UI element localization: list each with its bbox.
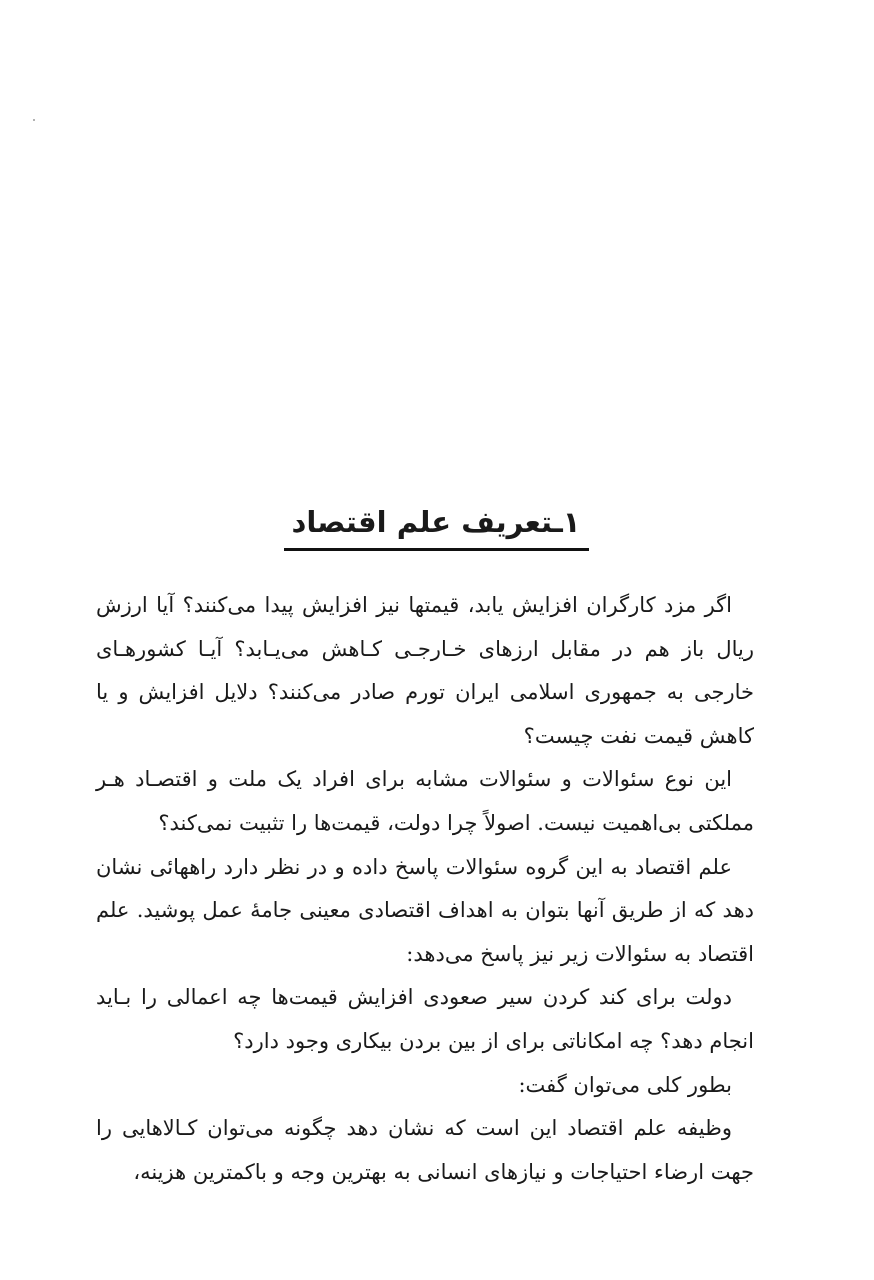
body-text [96,584,754,1194]
section-heading-container [0,498,874,551]
section-number: ۱ [562,505,581,539]
paragraph-1: اگر مزد کارگران افزایش یابد، قیمتها نیز افزایش پیدا می‌کنند؟ آیا ارزش ریال باز هم در مقابل ارزهای خـارجـی کـاهش می‌یـابد؟ آیـا کشورهـای خارجی به جمهوری اسلامی ایران تورم صادر می‌کنند؟ دلایل افزایش و یا کاهش قیمت نفت چیست؟ [96,593,754,748]
paragraph-6: وظیفه علم اقتصاد این است که نشان دهد چگونه می‌توان کـالاهایی را جهت ارضاء احتیاجات و نیازهای انسانی به بهترین وجه و باکمترین هزینه، [96,1116,754,1184]
section-heading [284,498,589,551]
paragraph-2: این نوع سئوالات و سئوالات مشابه برای افراد یک ملت و اقتصـاد هـر مملکتی بی‌اهمیت نیست. اصولاً چرا دولت، قیمت‌ها را تثبیت نمی‌کند؟ [96,767,754,835]
paragraph-4: دولت برای کند کردن سیر صعودی افزایش قیمت‌ها چه اعمالی را بـاید انجام دهد؟ چه امکاناتی برای از بین بردن بیکاری وجود دارد؟ [96,985,754,1053]
paragraph-5: بطور کلی می‌توان گفت: [518,1072,732,1097]
scan-speck [33,119,35,121]
paragraph-3: علم اقتصاد به این گروه سئوالات پاسخ داده و در نظر دارد راههائی نشان دهد که از طریق آنها بتوان به اهداف اقتصادی معینی جامهٔ عمل پوشید. علم اقتصاد به سئوالات زیر نیز پاسخ می‌دهد: [96,854,754,966]
section-title: تعریف علم اقتصاد [291,505,553,539]
section-dash: ـ [552,505,563,539]
